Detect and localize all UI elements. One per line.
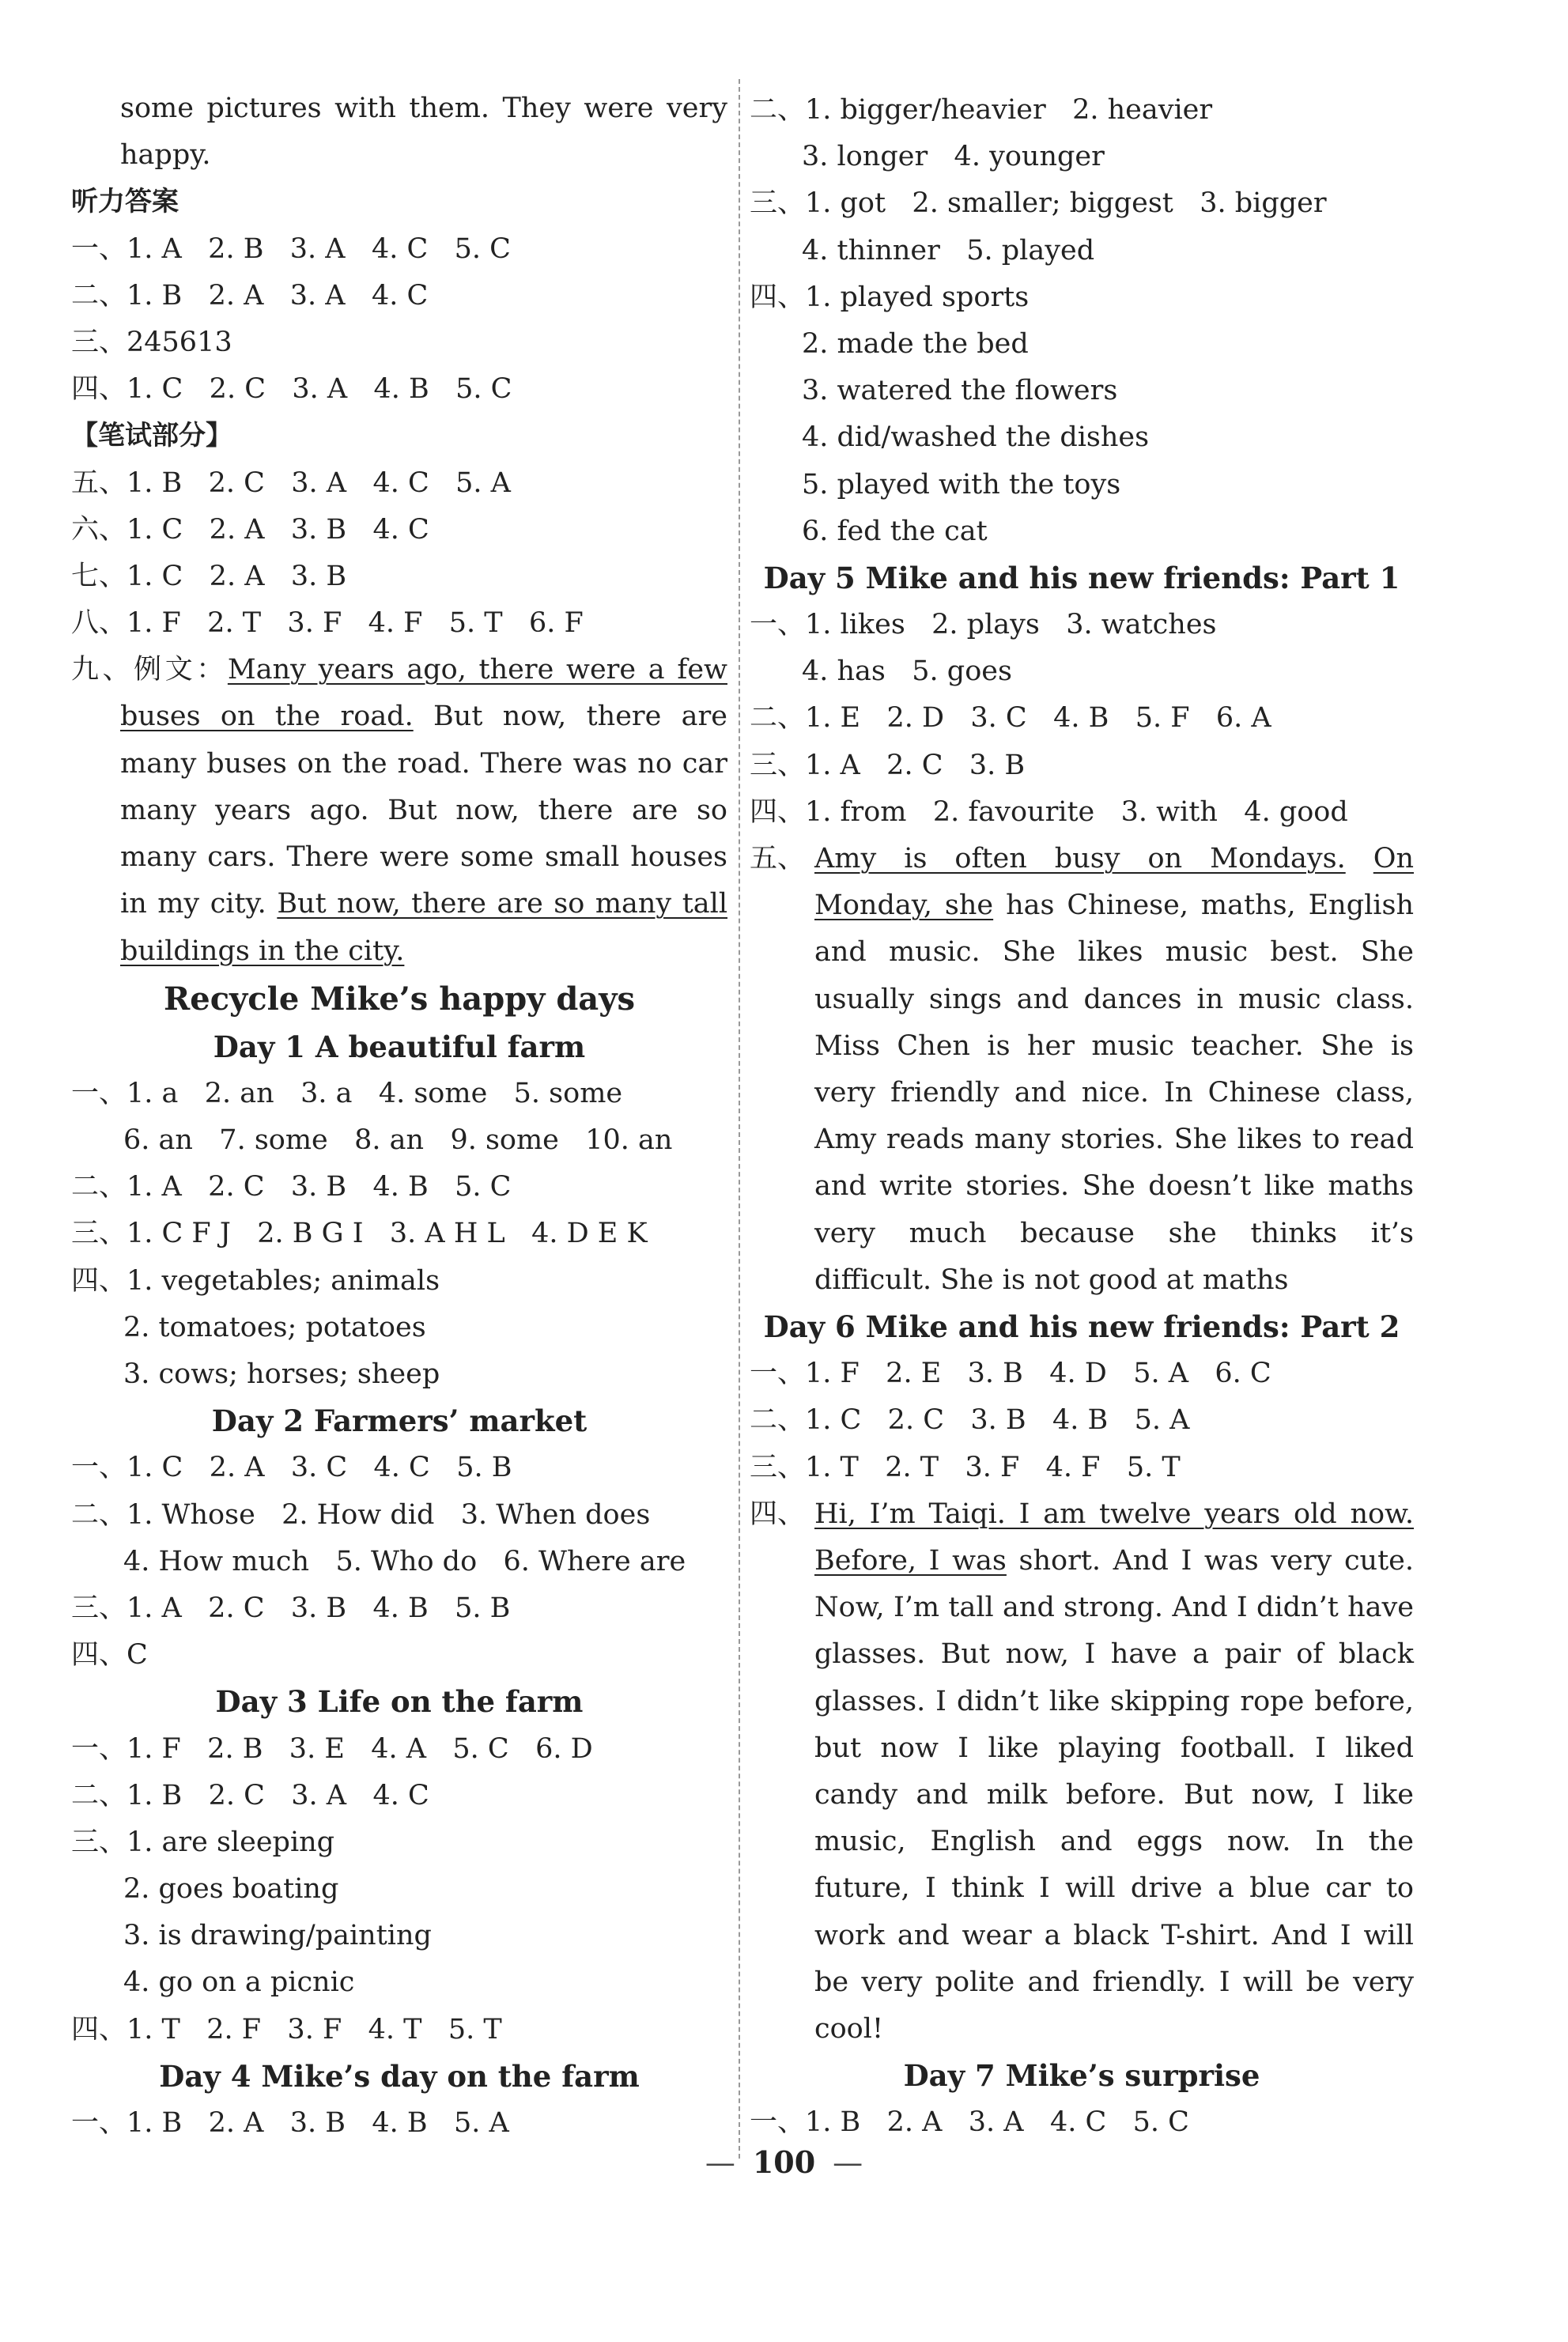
page-number-value: 100 <box>752 2144 816 2180</box>
answer-line: 三、1. A 2. C 3. B <box>750 749 1026 781</box>
day7-title: Day 7 Mike’s surprise <box>903 2058 1260 2094</box>
passage-underlined-2: On Monday, she <box>814 843 1414 922</box>
answer-line: 一、1. F 2. E 3. B 4. D 5. A 6. C <box>750 1358 1271 1390</box>
answer-line: 4. go on a picnic <box>123 1966 355 1999</box>
answer-line: 一、1. a 2. an 3. a 4. some 5. some <box>71 1077 623 1109</box>
answer-line: 四、1. vegetables; animals <box>71 1264 440 1297</box>
answer-line: 4. thinner 5. played <box>802 234 1095 266</box>
answer-line: 2. tomatoes; potatoes <box>123 1311 426 1343</box>
answer-line: 一、1. B 2. A 3. B 4. B 5. A <box>71 2107 509 2140</box>
answer-line: 六、1. C 2. A 3. B 4. C <box>71 513 429 546</box>
column-divider <box>739 79 740 2159</box>
answer-line: 5. played with the toys <box>802 468 1121 501</box>
answer-line: 四、1. played sports <box>750 281 1030 313</box>
passage-label: 五、 <box>750 843 806 874</box>
day4-title: Day 4 Mike’s day on the farm <box>159 2058 640 2094</box>
answer-line: 七、1. C 2. A 3. B <box>71 560 347 592</box>
answer-line: 6. fed the cat <box>802 515 988 547</box>
answer-line: 一、1. F 2. B 3. E 4. A 5. C 6. D <box>71 1732 593 1765</box>
recycle-title: Recycle Mike’s happy days <box>164 980 635 1018</box>
answer-line: 3. cows; horses; sheep <box>123 1358 440 1391</box>
answer-line: 二、1. bigger/heavier 2. heavier <box>750 94 1213 126</box>
day5-title: Day 5 Mike and his new friends: Part 1 <box>763 560 1400 595</box>
answer-line: 3. longer 4. younger <box>802 141 1105 173</box>
page-number: — 100 — <box>705 2144 863 2180</box>
answer-line: 八、1. F 2. T 3. F 4. F 5. T 6. F <box>71 607 584 640</box>
answer-line: 2. made the bed <box>802 327 1029 360</box>
answer-line: 一、1. B 2. A 3. A 4. C 5. C <box>750 2106 1189 2139</box>
answer-line: 三、1. T 2. T 3. F 4. F 5. T <box>750 1451 1181 1483</box>
essay-body: But now, there are many buses on the road. There was no car many years ago. But now, there are so many cars. There were some small houses in my city. <box>120 701 727 920</box>
answer-line: 三、1. C F J 2. B G I 3. A H L 4. D E K <box>71 1218 648 1250</box>
day6-title: Day 6 Mike and his new friends: Part 2 <box>763 1309 1400 1345</box>
passage-body: has Chinese, maths, English and music. She likes music best. She usually sings and dances in music class. Miss Chen is her music teacher. She is very friendly and nice. In Chinese class, Amy reads many stories. She likes to read and write stories. She doesn’t like maths very much because she thinks it’s difficult. She is not good at maths <box>814 890 1414 1296</box>
right-column <box>750 87 1414 2147</box>
answer-line: 二、1. A 2. C 3. B 4. B 5. C <box>71 1171 512 1203</box>
day2-title: Day 2 Farmers’ market <box>211 1403 588 1439</box>
answer-line: 四、1. from 2. favourite 3. with 4. good <box>750 795 1348 828</box>
answer-line: 一、1. C 2. A 3. C 4. C 5. B <box>71 1452 512 1484</box>
essay-underlined-1: Many years ago, there were a few buses on the road. <box>120 654 727 733</box>
left-column <box>71 85 727 2147</box>
answer-line: 五、1. B 2. C 3. A 4. C 5. A <box>71 467 511 499</box>
answer-line: 二、1. E 2. D 3. C 4. B 5. F 6. A <box>750 702 1271 735</box>
passage-label: 四、 <box>750 1498 806 1530</box>
passage-body: short. And I was very cute. Now, I’m tall and strong. And I didn’t have glasses. But now, I have a pair of black glasses. I didn’t like skipping rope before, but now I like playing football. I liked candy and milk before. But now, I like music, English and eggs now. In the future, I think I will drive a blue car to work and wear a black T-shirt. And I will be very polite and friendly. I will be very cool! <box>814 1544 1414 2045</box>
answer-line: 四、1. C 2. C 3. A 4. B 5. C <box>71 373 512 406</box>
continued-text: some pictures with them. They were very happy. <box>120 93 727 172</box>
answer-line: 2. goes boating <box>123 1873 339 1906</box>
essay-underlined-2: But now, there are so many tall buildings in the city. <box>120 888 728 967</box>
written-section-heading: 【笔试部分】 <box>71 420 232 452</box>
answer-line: 4. has 5. goes <box>802 655 1012 688</box>
day5-passage <box>750 836 1414 1304</box>
answer-line: 4. did/washed the dishes <box>802 421 1150 454</box>
essay-label: 九、例文： <box>71 654 228 686</box>
answer-line: 一、1. likes 2. plays 3. watches <box>750 609 1217 641</box>
answer-line: 三、245613 <box>71 326 232 358</box>
answer-line: 一、1. A 2. B 3. A 4. C 5. C <box>71 232 511 265</box>
answer-line: 三、1. got 2. smaller; biggest 3. bigger <box>750 187 1327 220</box>
answer-line: 四、C <box>71 1639 148 1672</box>
answer-line: 二、1. B 2. A 3. A 4. C <box>71 279 429 312</box>
answer-line: 6. an 7. some 8. an 9. some 10. an <box>123 1124 673 1157</box>
listening-answers-heading: 听力答案 <box>71 186 179 218</box>
answer-line: 二、1. C 2. C 3. B 4. B 5. A <box>750 1404 1190 1437</box>
answer-line: 三、1. A 2. C 3. B 4. B 5. B <box>71 1592 511 1624</box>
day3-title: Day 3 Life on the farm <box>215 1684 584 1720</box>
answer-line: 四、1. T 2. F 3. F 4. T 5. T <box>71 2013 502 2045</box>
day1-title: Day 1 A beautiful farm <box>213 1029 586 1064</box>
sample-essay <box>71 647 727 974</box>
passage-underlined: Hi, I’m Taiqi. I am twelve years old now. Before, I was <box>814 1498 1414 1577</box>
answer-line: 二、1. Whose 2. How did 3. When does <box>71 1498 651 1531</box>
answer-line: 二、1. B 2. C 3. A 4. C <box>71 1779 429 1811</box>
passage-underlined-1: Amy is often busy on Mondays. <box>814 843 1346 874</box>
day6-passage <box>750 1491 1414 2053</box>
answer-line: 3. watered the flowers <box>802 375 1118 407</box>
answer-line: 三、1. are sleeping <box>71 1826 335 1858</box>
answer-line: 3. is drawing/painting <box>123 1920 432 1952</box>
answer-line: 4. How much 5. Who do 6. Where are <box>123 1545 686 1577</box>
